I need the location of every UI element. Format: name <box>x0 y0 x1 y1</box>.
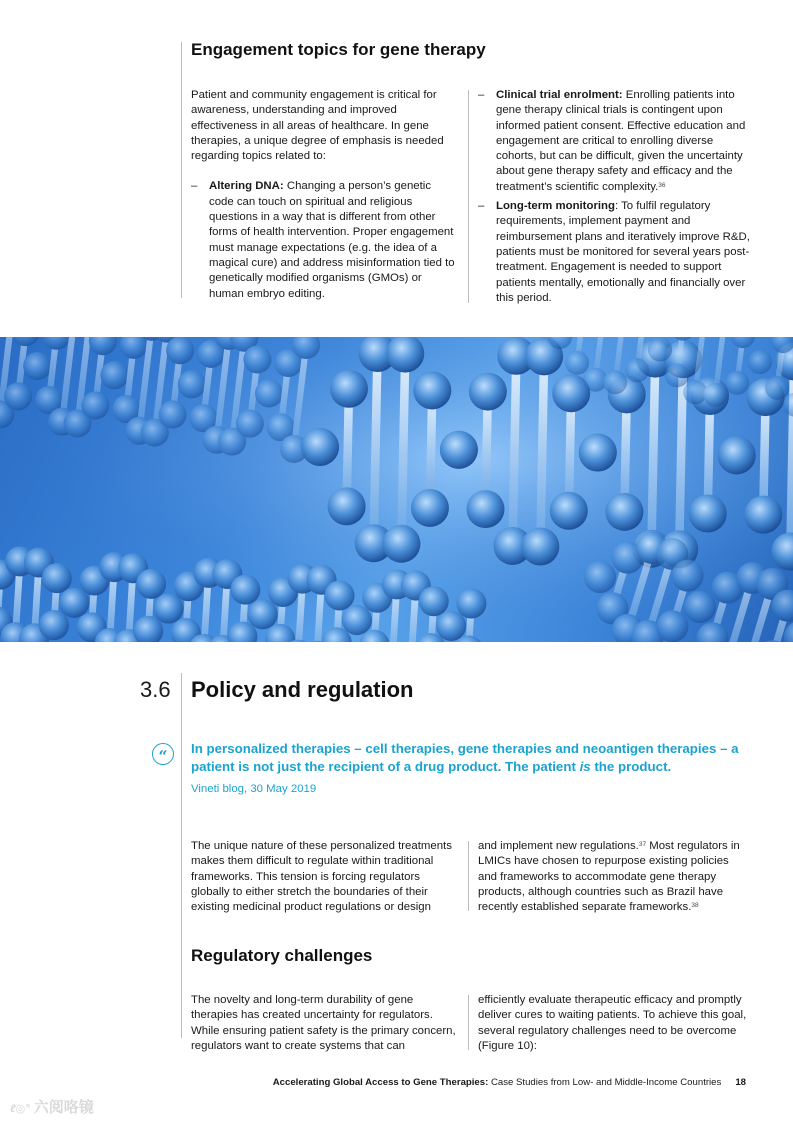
pull-quote: In personalized therapies – cell therapies, gene therapies and neoantigen therapies – a patient is not just the recipient of a drug product. The patient is the product. <box>191 741 739 774</box>
engagement-intro: Patient and community engagement is critical for awareness, understanding and improved effectiveness in all areas of healthcare. In gene therapies, a unique degree of emphasis is needed regarding topics related to: <box>191 89 444 163</box>
list-item: – Long-term monitoring: To fulfil regulatory requirements, implement payment and reimbursement plans and iteratively improve R&D, patients must be monitored for several years post-treatment. Engagement is needed to support patients mentally, emotionally and financially over this period. <box>478 199 750 306</box>
engagement-right-column <box>478 88 750 306</box>
list-item: – Altering DNA: Changing a person’s genetic code can touch on spiritual and religious questions in a way that is different from other forms of health intervention. Proper engagement must manage expectations (e.g. the idea of a magical cure) and address misinformation tied to genetically modified organisms (GMOs) or human embryo editing. <box>191 179 456 301</box>
list-item: – Clinical trial enrolment: Enrolling patients into gene therapy clinical trials is contingent upon informed patient consent. Effective education and engagement are critical to enrolling diverse cohorts, but can be difficult, given the uncertainty about gene therapy safety and efficacy and the treatment’s scientific complexity.$^{36}$ <box>478 88 750 195</box>
policy-left-paragraph: The unique nature of these personalized treatments makes them difficult to regulate within traditional frameworks. This tension is forcing regulators globally to either stretch the boundaries of their existing medicinal product regulations or design <box>191 840 452 914</box>
regulatory-heading: Regulatory challenges <box>191 946 373 965</box>
column-rule <box>468 995 469 1050</box>
page-number: 18 <box>735 1077 746 1088</box>
section-number: 3.6 <box>140 677 171 702</box>
quote-icon: “ <box>152 743 174 765</box>
regulatory-right-paragraph: efficiently evaluate therapeutic efficacy and promptly deliver cures to waiting patients. To achieve this goal, several regulatory challenges need to be overcome (Figure 10): <box>478 994 747 1052</box>
column-rule <box>181 42 182 298</box>
regulatory-left-paragraph: The novelty and long-term durability of gene therapies has created uncertainty for regulators. While ensuring patient safety is the primary concern, regulators want to create systems that can <box>191 994 456 1052</box>
dna-helix-illustration <box>0 337 793 642</box>
column-rule <box>468 841 469 911</box>
column-rule <box>468 90 469 303</box>
footer-running-title: Accelerating Global Access to Gene Therapies: Case Studies from Low- and Middle-Income Countries 18 <box>272 1077 746 1088</box>
engagement-left-column <box>191 88 456 302</box>
section-title: Policy and regulation <box>191 677 414 702</box>
dna-helix-image <box>0 337 793 642</box>
engagement-heading: Engagement topics for gene therapy <box>191 40 486 59</box>
watermark-logo: ℓ◎° 六阅咯镜 <box>10 1099 94 1116</box>
policy-right-paragraph: and implement new regulations.$^{37}$ Most regulators in LMICs have chosen to repurpose existing policies and frameworks to accommodate gene therapy products, although countries such as Brazil have recently established separate frameworks.$^{38}$ <box>478 840 740 914</box>
column-rule <box>181 673 182 1038</box>
quote-source: Vineti blog, 30 May 2019 <box>191 783 317 795</box>
